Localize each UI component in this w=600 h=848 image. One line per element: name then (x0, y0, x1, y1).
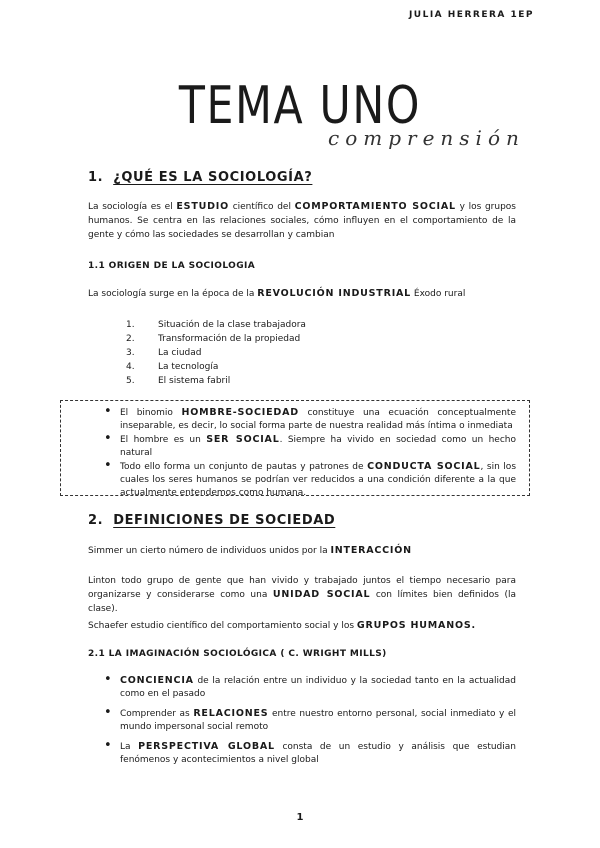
subsection-heading: 2.1 LA IMAGINACIÓN SOCIOLÓGICA ( C. WRIGHT MILLS) (88, 649, 387, 659)
list-item: 1. Situación de la clase trabajadora (126, 320, 306, 330)
list-item: • Todo ello forma un conjunto de pautas y patrones de CONDUCTA SOCIAL, sin los cuales los seres humanos se podrían ver reducidos a una condición diferente a la que actualmente entendemos como humana. (102, 460, 516, 500)
author-label: JULIA HERRERA 1EP (408, 10, 534, 20)
section-heading: 2. DEFINICIONES DE SOCIEDAD (88, 513, 336, 528)
page-title: TEMA UNO (178, 76, 422, 136)
page-number: 1 (296, 812, 304, 823)
section1-intro: La sociología es el ESTUDIO científico del COMPORTAMIENTO SOCIAL y los grupos humanos. Se centra en las relaciones sociales, cómo influyen en el comportamiento de la gente y cómo las sociedades se desarrollan y cambian (88, 201, 516, 240)
list-item: 3. La ciudad (126, 348, 202, 358)
subsection-heading: 1.1 ORIGEN DE LA SOCIOLOGIA (88, 261, 256, 271)
list-item: • CONCIENCIA de la relación entre un individuo y la sociedad tanto en la actualidad como en el pasado (102, 674, 516, 701)
imagination-bullets (102, 674, 516, 767)
definition-linton: Linton todo grupo de gente que han vivido y trabajado juntos el tiempo necesario para organizarse y considerarse como una UNIDAD SOCIAL con límites bien definidos (la clase). (88, 576, 517, 614)
page-subtitle: comprensión (328, 126, 525, 150)
list-item: • Comprender as RELACIONES entre nuestro entorno personal, social inmediato y el mundo impersonal social remoto (102, 707, 516, 734)
note-bullets (102, 406, 516, 500)
section-heading: 1. ¿QUÉ ES LA SOCIOLOGÍA? (88, 170, 313, 185)
origin-list (126, 318, 306, 388)
definition-simmer: Simmer un cierto número de individuos unidos por la INTERACCIÓN (88, 545, 412, 556)
list-item: • El hombre es un SER SOCIAL. Siempre ha vivido en sociedad como un hecho natural (102, 433, 516, 460)
list-item: • La PERSPECTIVA GLOBAL consta de un estudio y análisis que estudian fenómenos y acontecimientos a nivel global (102, 740, 516, 767)
origin-text: La sociología surge en la época de la REVOLUCIÓN INDUSTRIAL Éxodo rural (88, 288, 466, 299)
list-item: 4. La tecnología (126, 362, 219, 372)
list-item: 5. El sistema fabril (126, 376, 231, 386)
list-item: • El binomio HOMBRE-SOCIEDAD constituye una ecuación conceptualmente inseparable, es decir, lo social forma parte de nuestra realidad más íntima o inmediata (102, 406, 516, 433)
definition-schaefer: Schaefer estudio científico del comportamiento social y los GRUPOS HUMANOS. (88, 620, 476, 631)
list-item: 2. Transformación de la propiedad (126, 334, 301, 344)
